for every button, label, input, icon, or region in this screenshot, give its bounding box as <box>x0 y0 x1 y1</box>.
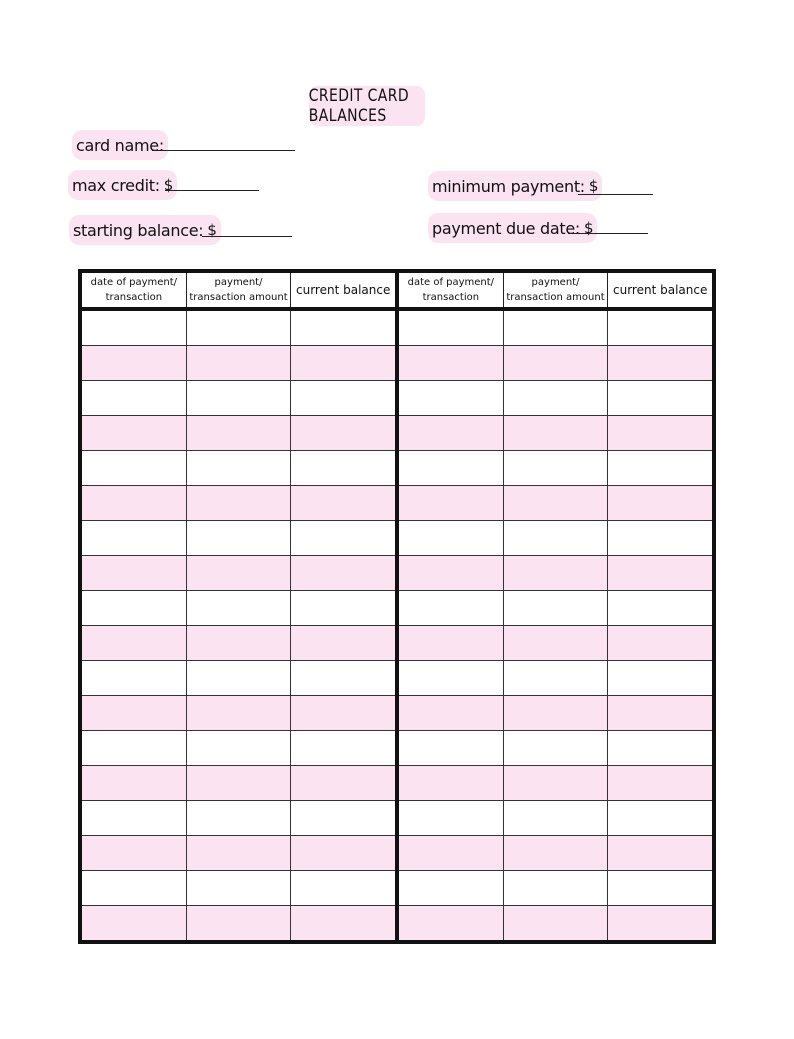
table-cell[interactable] <box>399 451 504 485</box>
table-cell[interactable] <box>291 801 395 835</box>
table-cell[interactable] <box>608 871 712 905</box>
table-cell[interactable] <box>82 626 187 660</box>
table-cell[interactable] <box>187 731 292 765</box>
table-cell[interactable] <box>504 556 609 590</box>
table-cell[interactable] <box>291 556 395 590</box>
table-cell[interactable] <box>82 521 187 555</box>
table-right-half <box>399 273 712 940</box>
table-row <box>399 486 712 521</box>
table-cell[interactable] <box>608 661 712 695</box>
table-cell[interactable] <box>504 486 609 520</box>
table-cell[interactable] <box>82 591 187 625</box>
max-credit-label <box>68 170 177 200</box>
table-cell[interactable] <box>187 906 292 940</box>
table-cell[interactable] <box>399 381 504 415</box>
header-balance: current balance <box>296 282 391 297</box>
table-cell[interactable] <box>187 416 292 450</box>
minimum-payment-line[interactable] <box>578 194 653 195</box>
table-cell[interactable] <box>187 346 292 380</box>
table-cell[interactable] <box>608 556 712 590</box>
max-credit-line[interactable] <box>165 190 259 191</box>
table-cell[interactable] <box>608 451 712 485</box>
table-row <box>399 556 712 591</box>
table-cell[interactable] <box>399 486 504 520</box>
table-cell[interactable] <box>504 626 609 660</box>
table-cell[interactable] <box>399 906 504 940</box>
table-cell[interactable] <box>608 346 712 380</box>
table-cell[interactable] <box>187 871 292 905</box>
table-cell[interactable] <box>608 311 712 345</box>
table-cell[interactable] <box>187 521 292 555</box>
table-cell[interactable] <box>187 836 292 870</box>
table-cell[interactable] <box>399 311 504 345</box>
table-cell[interactable] <box>291 906 395 940</box>
table-row <box>82 626 395 661</box>
table-cell[interactable] <box>291 871 395 905</box>
starting-balance-dollar: $ <box>207 221 217 239</box>
table-cell[interactable] <box>399 521 504 555</box>
table-cell[interactable] <box>504 906 609 940</box>
table-row <box>82 766 395 801</box>
table-cell[interactable] <box>504 591 609 625</box>
table-row <box>82 871 395 906</box>
table-cell[interactable] <box>82 311 187 345</box>
table-cell[interactable] <box>608 626 712 660</box>
table-cell[interactable] <box>187 661 292 695</box>
table-cell[interactable] <box>399 661 504 695</box>
table-row <box>399 871 712 906</box>
rows-left <box>82 311 395 940</box>
table-cell[interactable] <box>82 416 187 450</box>
table-cell[interactable] <box>82 346 187 380</box>
table-cell[interactable] <box>187 766 292 800</box>
table-row <box>399 346 712 381</box>
starting-balance-text: starting balance: <box>73 220 204 240</box>
table-cell[interactable] <box>82 381 187 415</box>
table-cell[interactable] <box>399 556 504 590</box>
table-left-half <box>82 273 399 940</box>
rows-right <box>399 311 712 940</box>
table-row <box>82 416 395 451</box>
table-cell[interactable] <box>608 381 712 415</box>
table-cell[interactable] <box>608 801 712 835</box>
table-header-right <box>399 273 712 311</box>
table-row <box>82 801 395 836</box>
card-name-label <box>72 130 168 160</box>
table-row <box>82 451 395 486</box>
table-cell[interactable] <box>187 556 292 590</box>
table-cell[interactable] <box>504 521 609 555</box>
table-row <box>82 556 395 591</box>
card-name-line[interactable] <box>152 150 295 151</box>
starting-balance-line[interactable] <box>202 236 292 237</box>
table-cell[interactable] <box>504 731 609 765</box>
table-cell[interactable] <box>608 731 712 765</box>
table-cell[interactable] <box>291 661 395 695</box>
table-row <box>82 311 395 346</box>
table-cell[interactable] <box>608 521 712 555</box>
table-cell[interactable] <box>504 766 609 800</box>
table-cell[interactable] <box>399 696 504 730</box>
table-cell[interactable] <box>608 486 712 520</box>
table-row <box>82 836 395 871</box>
table-cell[interactable] <box>82 906 187 940</box>
table-cell[interactable] <box>608 591 712 625</box>
table-cell[interactable] <box>608 766 712 800</box>
table-row <box>399 521 712 556</box>
table-cell[interactable] <box>187 696 292 730</box>
table-cell[interactable] <box>82 696 187 730</box>
table-cell[interactable] <box>399 836 504 870</box>
table-cell[interactable] <box>608 906 712 940</box>
max-credit-dollar: $ <box>163 176 174 194</box>
table-cell[interactable] <box>504 381 609 415</box>
table-row <box>82 486 395 521</box>
table-row <box>82 346 395 381</box>
minimum-payment-label <box>428 171 602 201</box>
table-row <box>399 696 712 731</box>
table-cell[interactable] <box>504 871 609 905</box>
header-amount: payment/ transaction amount <box>187 273 292 307</box>
payment-due-date-text: payment due date: <box>432 218 580 238</box>
table-row <box>399 381 712 416</box>
table-cell[interactable] <box>187 381 292 415</box>
table-cell[interactable] <box>82 871 187 905</box>
table-cell[interactable] <box>291 626 395 660</box>
table-row <box>399 626 712 661</box>
table-row <box>82 591 395 626</box>
table-cell[interactable] <box>399 731 504 765</box>
table-row <box>399 836 712 871</box>
table-row <box>82 906 395 940</box>
table-cell[interactable] <box>291 591 395 625</box>
table-row <box>82 661 395 696</box>
table-cell[interactable] <box>504 801 609 835</box>
minimum-payment-text: minimum payment: <box>432 176 585 196</box>
table-row <box>82 696 395 731</box>
card-name-text: card name: <box>76 135 164 155</box>
max-credit-text: max credit: <box>72 175 160 195</box>
table-cell[interactable] <box>504 836 609 870</box>
table-cell[interactable] <box>504 311 609 345</box>
table-cell[interactable] <box>399 871 504 905</box>
table-cell[interactable] <box>399 346 504 380</box>
table-row <box>399 311 712 346</box>
table-cell[interactable] <box>291 451 395 485</box>
table-cell[interactable] <box>82 731 187 765</box>
table-cell[interactable] <box>291 311 395 345</box>
table-cell[interactable] <box>291 696 395 730</box>
table-cell[interactable] <box>291 766 395 800</box>
table-cell[interactable] <box>504 451 609 485</box>
table-cell[interactable] <box>82 486 187 520</box>
table-cell[interactable] <box>608 696 712 730</box>
payment-due-date-dollar: $ <box>583 219 594 237</box>
table-row <box>82 521 395 556</box>
table-cell[interactable] <box>291 346 395 380</box>
table-cell[interactable] <box>608 836 712 870</box>
table-cell[interactable] <box>187 451 292 485</box>
table-cell[interactable] <box>187 801 292 835</box>
payment-due-date-label <box>428 213 597 243</box>
table-row <box>399 906 712 940</box>
header-amount: payment/ transaction amount <box>504 273 609 307</box>
header-date: date of payment/ transaction <box>82 273 187 307</box>
table-cell[interactable] <box>291 836 395 870</box>
balance-table <box>78 269 716 944</box>
table-cell[interactable] <box>399 416 504 450</box>
page-title: CREDIT CARD BALANCES <box>309 86 425 126</box>
table-row <box>399 661 712 696</box>
table-cell[interactable] <box>187 311 292 345</box>
table-cell[interactable] <box>291 416 395 450</box>
table-header-left <box>82 273 395 311</box>
table-row <box>399 731 712 766</box>
table-cell[interactable] <box>504 416 609 450</box>
table-row <box>399 451 712 486</box>
table-row <box>399 416 712 451</box>
table-cell[interactable] <box>504 346 609 380</box>
table-row <box>82 731 395 766</box>
table-cell[interactable] <box>187 626 292 660</box>
table-cell[interactable] <box>608 416 712 450</box>
table-cell[interactable] <box>399 591 504 625</box>
table-cell[interactable] <box>504 661 609 695</box>
minimum-payment-dollar: $ <box>588 177 599 195</box>
table-cell[interactable] <box>291 381 395 415</box>
payment-due-date-line[interactable] <box>568 233 648 234</box>
table-cell[interactable] <box>399 626 504 660</box>
table-cell[interactable] <box>82 801 187 835</box>
header-date: date of payment/ transaction <box>399 273 504 307</box>
table-cell[interactable] <box>82 556 187 590</box>
table-cell[interactable] <box>291 486 395 520</box>
table-cell[interactable] <box>82 451 187 485</box>
table-cell[interactable] <box>82 766 187 800</box>
table-cell[interactable] <box>187 486 292 520</box>
table-row <box>82 381 395 416</box>
starting-balance-label <box>69 215 221 245</box>
table-cell[interactable] <box>291 731 395 765</box>
table-cell[interactable] <box>399 801 504 835</box>
table-cell[interactable] <box>187 591 292 625</box>
table-cell[interactable] <box>82 836 187 870</box>
table-row <box>399 801 712 836</box>
table-row <box>399 591 712 626</box>
table-cell[interactable] <box>82 661 187 695</box>
table-row <box>399 766 712 801</box>
table-cell[interactable] <box>399 766 504 800</box>
table-cell[interactable] <box>291 521 395 555</box>
header-balance: current balance <box>613 282 708 297</box>
table-cell[interactable] <box>504 696 609 730</box>
